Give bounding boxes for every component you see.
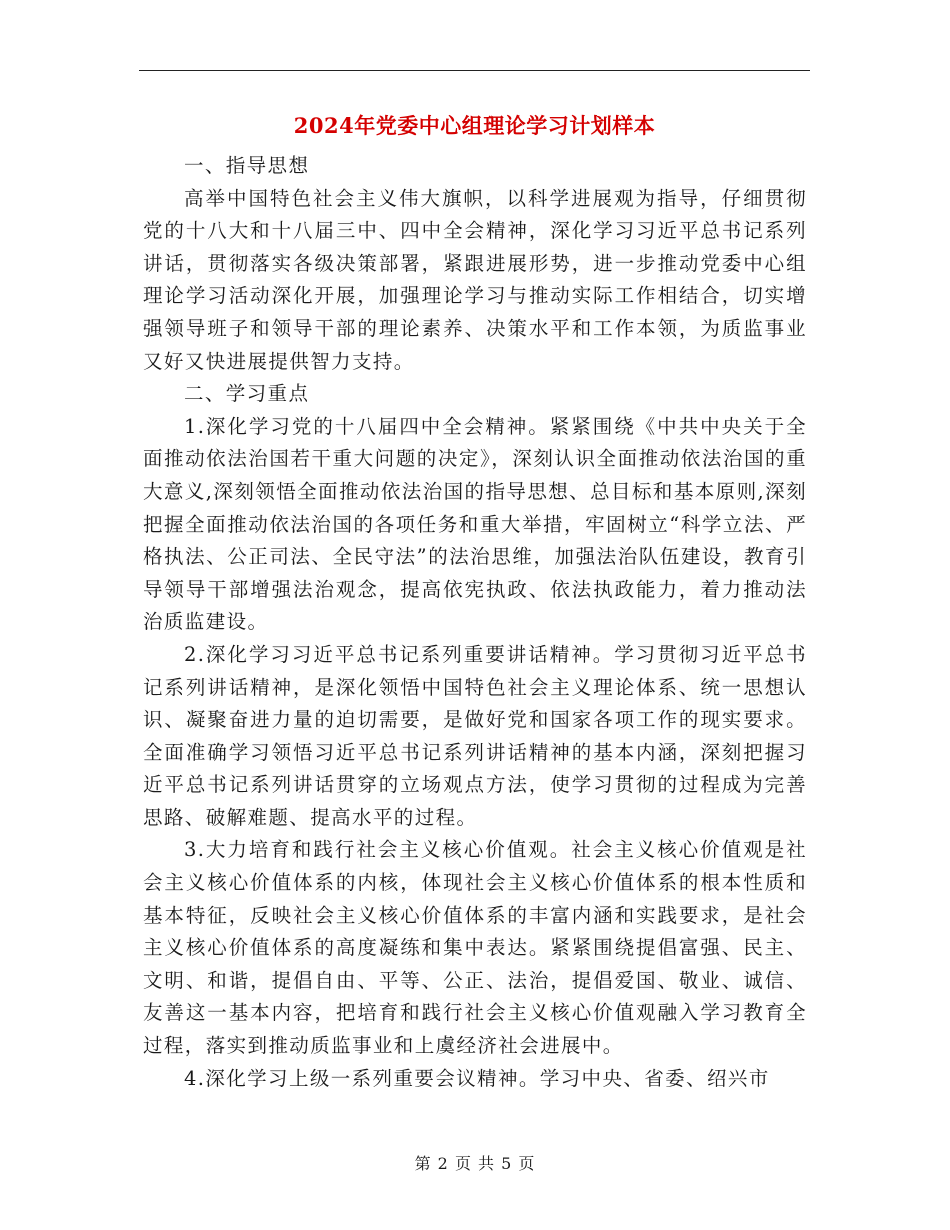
document-title: 2024年党委中心组理论学习计划样本 [293,113,656,138]
paragraph-guiding-thought: 高举中国特色社会主义伟大旗帜，以科学进展观为指导，仔细贯彻党的十八大和十八届三中、四中全会精神，深化学习习近平总书记系列讲话，贯彻落实各级决策部署，紧跟进展形势，进一步推动党委中心组理论学习活动深化开展，加强理论学习与推动实际工作相结合，切实增强领导班子和领导干部的理论素养、决策水平和工作本领，为质监事业又好又快进展提供智力支持。 [143,186,807,373]
document-body [143,150,807,1095]
paragraph-item-1: 1.深化学习党的十八届四中全会精神。紧紧围绕《中共中央关于全面推动依法治国若干重大问题的决定》，深刻认识全面推动依法治国的重大意义,深刻领悟全面推动依法治国的指导思想、总目标和基本原则,深刻把握全面推动依法治国的各项任务和重大举措，牢固树立“科学立法、严格执法、公正司法、全民守法”的法治思维，加强法治队伍建设，教育引导领导干部增强法治观念，提高依宪执政、依法执政能力，着力推动法治质监建设。 [143,414,807,634]
paragraph-item-4: 4.深化学习上级一系列重要会议精神。学习中央、省委、绍兴市 [183,1066,770,1090]
page-number-footer: 第 2 页 共 5 页 [414,1154,536,1173]
header-rule [139,70,810,71]
paragraph-item-2: 2.深化学习习近平总书记系列重要讲话精神。学习贯彻习近平总书记系列讲话精神，是深化领悟中国特色社会主义理论体系、统一思想认识、凝聚奋进力量的迫切需要，是做好党和国家各项工作的现实要求。全面准确学习领悟习近平总书记系列讲话精神的基本内涵，深刻把握习近平总书记系列讲话贯穿的立场观点方法，使学习贯彻的过程成为完善思路、破解难题、提高水平的过程。 [143,642,807,829]
section-heading-guiding-thought: 一、指导思想 [183,154,310,177]
paragraph-item-3: 3.大力培育和践行社会主义核心价值观。社会主义核心价值观是社会主义核心价值体系的内核，体现社会主义核心价值体系的根本性质和基本特征，反映社会主义核心价值体系的丰富内涵和实践要求，是社会主义核心价值体系的高度凝练和集中表达。紧紧围绕提倡富强、民主、文明、和谐，提倡自由、平等、公正、法治，提倡爱国、敬业、诚信、友善这一基本内容，把培育和践行社会主义核心价值观融入学习教育全过程，落实到推动质监事业和上虞经济社会进展中。 [143,838,807,1058]
section-heading-study-focus: 二、学习重点 [183,382,310,406]
